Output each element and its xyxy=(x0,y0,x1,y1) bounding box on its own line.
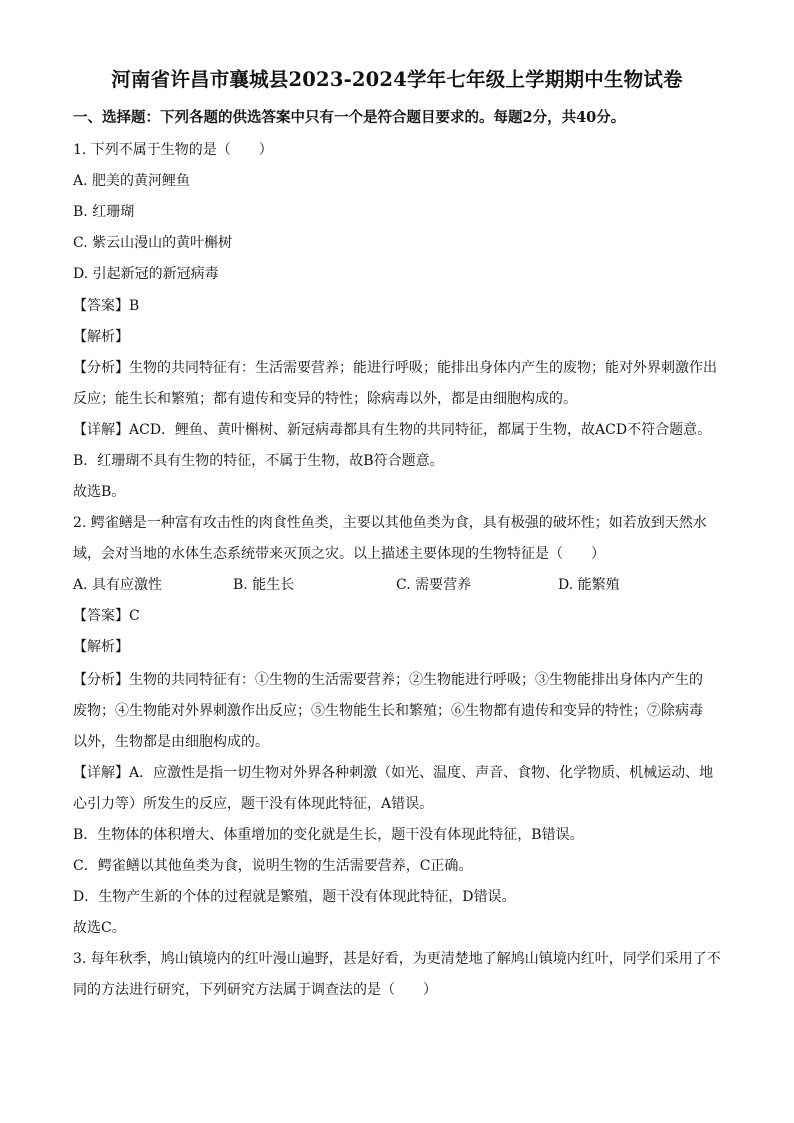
fenxi-text: 生物的共同特征有：①生物的生活需要营养；②生物能进行呼吸；③生物能排出身体内产生的 xyxy=(129,672,703,688)
q2-detail-line-2: 心引力等）所发生的反应，题干没有体现此特征，A错误。 xyxy=(73,796,434,812)
q2-option-b: B. 能生长 xyxy=(233,577,295,593)
q2-conclusion: 故选C。 xyxy=(73,920,126,936)
q1-conclusion: 故选B。 xyxy=(73,484,126,500)
q2-fenxi-line-2: 废物；④生物能对外界刺激作出反应；⑤生物能生长和繁殖；⑥生物都有遗传和变异的特性；⑦除病毒 xyxy=(73,703,703,719)
q2-stem-line-1: 2. 鳄雀鳝是一种富有攻击性的肉食性鱼类，主要以其他鱼类为食，具有极强的破坏性；如若放到天然水 xyxy=(73,515,707,531)
q1-stem: 1. 下列不属于生物的是（ ） xyxy=(73,142,273,158)
q1-detail-line-1 xyxy=(73,421,711,439)
q3-stem-line-1: 3. 每年秋季，鸠山镇境内的红叶漫山遍野，甚是好看，为更清楚地了解鸠山镇境内红叶，同学们采用了不 xyxy=(73,951,721,967)
q1-option-d: D. 引起新冠的新冠病毒 xyxy=(73,266,219,282)
detail-text: A．应激性是指一切生物对外界各种刺激（如光、温度、声音、食物、化学物质、机械运动、地 xyxy=(129,765,714,781)
section-heading: 一、选择题：下列各题的供选答案中只有一个是符合题目要求的。每题2分，共40分。 xyxy=(73,109,626,126)
detail-label: 【详解】 xyxy=(73,765,129,781)
fenxi-label: 【分析】 xyxy=(73,360,129,376)
detail-text: ACD．鲤鱼、黄叶槲树、新冠病毒都具有生物的共同特征，都属于生物，故ACD不符合题意。 xyxy=(129,422,712,438)
q1-option-c: C. 紫云山漫山的黄叶槲树 xyxy=(73,235,233,251)
q2-option-c: C. 需要营养 xyxy=(396,577,472,593)
q2-detail-line-1 xyxy=(73,764,713,782)
q2-detail-line-5: D．生物产生新的个体的过程就是繁殖，题干没有体现此特征，D错误。 xyxy=(73,889,516,905)
q2-option-a: A. 具有应激性 xyxy=(73,577,163,593)
q1-option-b: B. 红珊瑚 xyxy=(73,204,135,220)
q2-answer xyxy=(73,607,140,625)
fenxi-text: 生物的共同特征有：生活需要营养；能进行呼吸；能排出身体内产生的废物；能对外界刺激作出 xyxy=(129,360,717,376)
fenxi-label: 【分析】 xyxy=(73,672,129,688)
answer-value: B xyxy=(129,298,140,314)
page-title: 河南省许昌市襄城县2023-2024学年七年级上学期期中生物试卷 xyxy=(111,68,683,91)
q1-detail-line-2: B．红珊瑚不具有生物的特征，不属于生物，故B符合题意。 xyxy=(73,453,444,469)
q1-fenxi-line-2: 反应；能生长和繁殖；都有遗传和变异的特性；除病毒以外，都是由细胞构成的。 xyxy=(73,391,577,407)
detail-label: 【详解】 xyxy=(73,422,129,438)
q2-option-d: D. 能繁殖 xyxy=(558,577,620,593)
answer-label: 【答案】 xyxy=(73,608,129,624)
q2-stem-line-2: 域，会对当地的水体生态系统带来灭顶之灾。以上描述主要体现的生物特征是（ ） xyxy=(73,546,605,562)
q1-analysis-label: 【解析】 xyxy=(73,329,129,345)
q3-stem-line-2: 同的方法进行研究，下列研究方法属于调查法的是（ ） xyxy=(73,982,437,998)
q2-fenxi-line-1 xyxy=(73,671,703,689)
q2-detail-line-3: B．生物体的体积增大、体重增加的变化就是生长，题干没有体现此特征，B错误。 xyxy=(73,827,584,843)
q2-fenxi-line-3: 以外，生物都是由细胞构成的。 xyxy=(73,734,269,750)
q1-option-a: A. 肥美的黄河鲤鱼 xyxy=(73,173,191,189)
answer-label: 【答案】 xyxy=(73,298,129,314)
q2-analysis-label: 【解析】 xyxy=(73,639,129,655)
q1-fenxi-line-1 xyxy=(73,359,717,377)
answer-value: C xyxy=(129,608,140,624)
q1-answer xyxy=(73,297,139,315)
q2-detail-line-4: C．鳄雀鳝以其他鱼类为食，说明生物的生活需要营养，C正确。 xyxy=(73,858,473,874)
